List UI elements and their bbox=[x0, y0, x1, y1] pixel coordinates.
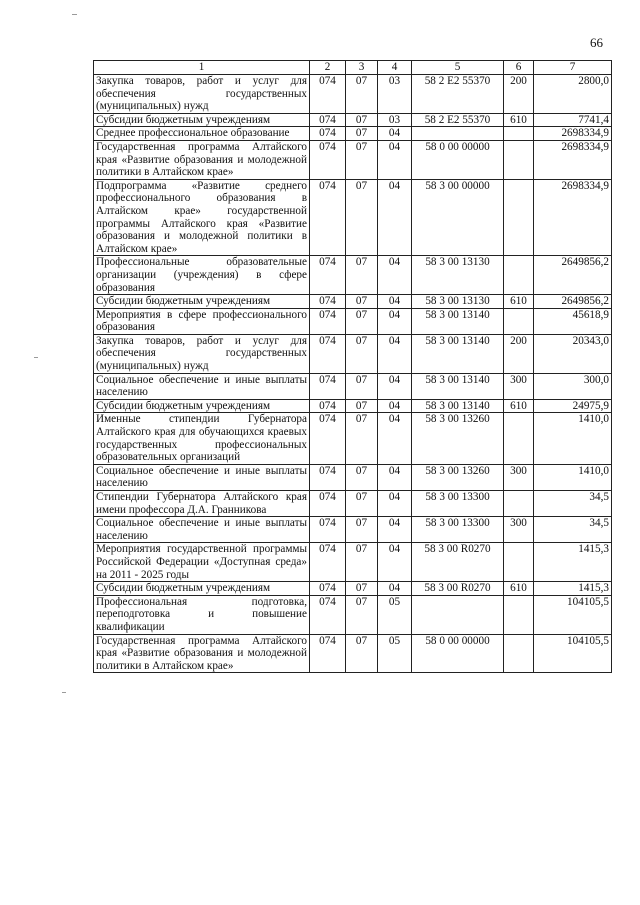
row-subsection-code: 05 bbox=[378, 595, 412, 634]
table-row bbox=[94, 582, 612, 596]
row-expense-type bbox=[504, 140, 534, 179]
row-expense-type bbox=[504, 543, 534, 582]
row-ministry-code: 074 bbox=[310, 127, 346, 141]
row-amount: 2698334,9 bbox=[534, 179, 612, 256]
page-number: 66 bbox=[590, 35, 603, 50]
table-row bbox=[94, 113, 612, 127]
row-target-code: 58 2 E2 55370 bbox=[412, 75, 504, 114]
row-ministry-code: 074 bbox=[310, 140, 346, 179]
row-ministry-code: 074 bbox=[310, 543, 346, 582]
row-name: Мероприятия в сфере профессионального образования bbox=[94, 308, 310, 334]
row-amount: 45618,9 bbox=[534, 308, 612, 334]
row-name: Подпрограмма «Развитие среднего профессионального образования в Алтайском крае» государственной программы Алтайского края «Развитие образования и молодежной политики в Алтайском крае» bbox=[94, 179, 310, 256]
row-target-code: 58 3 00 13260 bbox=[412, 413, 504, 464]
column-header: 7 bbox=[534, 61, 612, 75]
row-expense-type bbox=[504, 127, 534, 141]
row-ministry-code: 074 bbox=[310, 256, 346, 295]
row-ministry-code: 074 bbox=[310, 179, 346, 256]
table-row bbox=[94, 373, 612, 399]
row-section-code: 07 bbox=[346, 464, 378, 490]
scan-mark bbox=[34, 357, 38, 358]
row-name: Социальное обеспечение и иные выплаты населению bbox=[94, 464, 310, 490]
row-expense-type bbox=[504, 256, 534, 295]
row-target-code: 58 3 00 13140 bbox=[412, 373, 504, 399]
row-section-code: 07 bbox=[346, 127, 378, 141]
scan-mark bbox=[72, 14, 77, 15]
row-section-code: 07 bbox=[346, 517, 378, 543]
row-expense-type bbox=[504, 413, 534, 464]
row-target-code: 58 3 00 13300 bbox=[412, 491, 504, 517]
row-section-code: 07 bbox=[346, 295, 378, 309]
row-amount: 1415,3 bbox=[534, 543, 612, 582]
row-subsection-code: 04 bbox=[378, 464, 412, 490]
table-row bbox=[94, 140, 612, 179]
column-header: 3 bbox=[346, 61, 378, 75]
row-name: Профессиональная подготовка, переподготовка и повышение квалификации bbox=[94, 595, 310, 634]
row-amount: 2698334,9 bbox=[534, 127, 612, 141]
row-section-code: 07 bbox=[346, 543, 378, 582]
row-amount: 20343,0 bbox=[534, 334, 612, 373]
table-row bbox=[94, 413, 612, 464]
column-header: 2 bbox=[310, 61, 346, 75]
row-amount: 1410,0 bbox=[534, 413, 612, 464]
row-ministry-code: 074 bbox=[310, 113, 346, 127]
row-ministry-code: 074 bbox=[310, 464, 346, 490]
row-section-code: 07 bbox=[346, 75, 378, 114]
row-expense-type: 610 bbox=[504, 113, 534, 127]
row-ministry-code: 074 bbox=[310, 517, 346, 543]
row-name: Профессиональные образовательные организации (учреждения) в сфере образования bbox=[94, 256, 310, 295]
row-section-code: 07 bbox=[346, 256, 378, 295]
row-target-code: 58 3 00 13300 bbox=[412, 517, 504, 543]
row-target-code: 58 3 00 R0270 bbox=[412, 543, 504, 582]
row-name: Социальное обеспечение и иные выплаты населению bbox=[94, 373, 310, 399]
row-target-code bbox=[412, 595, 504, 634]
row-ministry-code: 074 bbox=[310, 582, 346, 596]
row-section-code: 07 bbox=[346, 399, 378, 413]
row-amount: 7741,4 bbox=[534, 113, 612, 127]
row-name: Социальное обеспечение и иные выплаты населению bbox=[94, 517, 310, 543]
row-amount: 104105,5 bbox=[534, 634, 612, 673]
row-target-code: 58 0 00 00000 bbox=[412, 634, 504, 673]
table-row bbox=[94, 517, 612, 543]
row-target-code bbox=[412, 127, 504, 141]
column-header: 5 bbox=[412, 61, 504, 75]
row-name: Государственная программа Алтайского края «Развитие образования и молодежной политики в Алтайском крае» bbox=[94, 634, 310, 673]
row-amount: 2698334,9 bbox=[534, 140, 612, 179]
row-target-code: 58 3 00 13140 bbox=[412, 399, 504, 413]
row-ministry-code: 074 bbox=[310, 373, 346, 399]
table-row bbox=[94, 179, 612, 256]
column-header: 6 bbox=[504, 61, 534, 75]
row-target-code: 58 3 00 13130 bbox=[412, 295, 504, 309]
row-target-code: 58 3 00 13140 bbox=[412, 334, 504, 373]
row-ministry-code: 074 bbox=[310, 399, 346, 413]
row-subsection-code: 04 bbox=[378, 334, 412, 373]
row-name: Закупка товаров, работ и услуг для обеспечения государственных (муниципальных) нужд bbox=[94, 75, 310, 114]
row-amount: 24975,9 bbox=[534, 399, 612, 413]
row-expense-type: 200 bbox=[504, 75, 534, 114]
row-subsection-code: 04 bbox=[378, 399, 412, 413]
row-subsection-code: 04 bbox=[378, 373, 412, 399]
row-expense-type: 300 bbox=[504, 373, 534, 399]
table-row bbox=[94, 399, 612, 413]
row-section-code: 07 bbox=[346, 373, 378, 399]
row-ministry-code: 074 bbox=[310, 413, 346, 464]
row-expense-type: 300 bbox=[504, 464, 534, 490]
row-target-code: 58 3 00 00000 bbox=[412, 179, 504, 256]
row-name: Субсидии бюджетным учреждениям bbox=[94, 582, 310, 596]
row-name: Мероприятия государственной программы Российской Федерации «Доступная среда» на 2011 - 2025 годы bbox=[94, 543, 310, 582]
row-expense-type bbox=[504, 308, 534, 334]
table-row bbox=[94, 295, 612, 309]
row-subsection-code: 04 bbox=[378, 140, 412, 179]
row-amount: 1415,3 bbox=[534, 582, 612, 596]
table-row bbox=[94, 75, 612, 114]
row-ministry-code: 074 bbox=[310, 308, 346, 334]
row-section-code: 07 bbox=[346, 595, 378, 634]
table-row bbox=[94, 464, 612, 490]
row-target-code: 58 2 E2 55370 bbox=[412, 113, 504, 127]
row-expense-type: 200 bbox=[504, 334, 534, 373]
row-amount: 300,0 bbox=[534, 373, 612, 399]
row-section-code: 07 bbox=[346, 334, 378, 373]
row-subsection-code: 03 bbox=[378, 113, 412, 127]
row-section-code: 07 bbox=[346, 491, 378, 517]
row-subsection-code: 03 bbox=[378, 75, 412, 114]
row-section-code: 07 bbox=[346, 413, 378, 464]
row-subsection-code: 04 bbox=[378, 295, 412, 309]
row-amount: 2649856,2 bbox=[534, 256, 612, 295]
row-expense-type: 610 bbox=[504, 582, 534, 596]
table-row bbox=[94, 491, 612, 517]
row-section-code: 07 bbox=[346, 179, 378, 256]
row-expense-type bbox=[504, 634, 534, 673]
header-row bbox=[94, 61, 612, 75]
row-section-code: 07 bbox=[346, 582, 378, 596]
row-section-code: 07 bbox=[346, 634, 378, 673]
row-section-code: 07 bbox=[346, 140, 378, 179]
row-expense-type bbox=[504, 595, 534, 634]
row-ministry-code: 074 bbox=[310, 334, 346, 373]
row-amount: 34,5 bbox=[534, 491, 612, 517]
row-subsection-code: 04 bbox=[378, 491, 412, 517]
row-subsection-code: 04 bbox=[378, 517, 412, 543]
row-subsection-code: 05 bbox=[378, 634, 412, 673]
row-expense-type bbox=[504, 179, 534, 256]
row-amount: 2649856,2 bbox=[534, 295, 612, 309]
row-target-code: 58 0 00 00000 bbox=[412, 140, 504, 179]
row-ministry-code: 074 bbox=[310, 295, 346, 309]
column-header: 1 bbox=[94, 61, 310, 75]
table-row bbox=[94, 127, 612, 141]
row-name: Именные стипендии Губернатора Алтайского края для обучающихся краевых государственных профессиональных образовательных организаций bbox=[94, 413, 310, 464]
table-row bbox=[94, 334, 612, 373]
row-name: Закупка товаров, работ и услуг для обеспечения государственных (муниципальных) нужд bbox=[94, 334, 310, 373]
row-amount: 2800,0 bbox=[534, 75, 612, 114]
row-subsection-code: 04 bbox=[378, 179, 412, 256]
row-name: Субсидии бюджетным учреждениям bbox=[94, 295, 310, 309]
row-amount: 104105,5 bbox=[534, 595, 612, 634]
row-subsection-code: 04 bbox=[378, 413, 412, 464]
row-ministry-code: 074 bbox=[310, 75, 346, 114]
row-section-code: 07 bbox=[346, 308, 378, 334]
row-subsection-code: 04 bbox=[378, 582, 412, 596]
row-section-code: 07 bbox=[346, 113, 378, 127]
row-subsection-code: 04 bbox=[378, 256, 412, 295]
row-target-code: 58 3 00 13260 bbox=[412, 464, 504, 490]
row-name: Государственная программа Алтайского края «Развитие образования и молодежной политики в Алтайском крае» bbox=[94, 140, 310, 179]
row-name: Стипендии Губернатора Алтайского края имени профессора Д.А. Гранникова bbox=[94, 491, 310, 517]
row-target-code: 58 3 00 R0270 bbox=[412, 582, 504, 596]
row-name: Субсидии бюджетным учреждениям bbox=[94, 113, 310, 127]
table-row bbox=[94, 634, 612, 673]
table-row bbox=[94, 256, 612, 295]
row-expense-type bbox=[504, 491, 534, 517]
row-expense-type: 610 bbox=[504, 295, 534, 309]
table-row bbox=[94, 595, 612, 634]
row-name: Среднее профессиональное образование bbox=[94, 127, 310, 141]
row-name: Субсидии бюджетным учреждениям bbox=[94, 399, 310, 413]
row-subsection-code: 04 bbox=[378, 127, 412, 141]
row-subsection-code: 04 bbox=[378, 543, 412, 582]
table-row bbox=[94, 308, 612, 334]
row-amount: 34,5 bbox=[534, 517, 612, 543]
row-amount: 1410,0 bbox=[534, 464, 612, 490]
row-expense-type: 610 bbox=[504, 399, 534, 413]
budget-table bbox=[93, 60, 612, 673]
row-target-code: 58 3 00 13140 bbox=[412, 308, 504, 334]
row-ministry-code: 074 bbox=[310, 595, 346, 634]
table-row bbox=[94, 543, 612, 582]
row-ministry-code: 074 bbox=[310, 491, 346, 517]
row-subsection-code: 04 bbox=[378, 308, 412, 334]
row-expense-type: 300 bbox=[504, 517, 534, 543]
column-header: 4 bbox=[378, 61, 412, 75]
row-ministry-code: 074 bbox=[310, 634, 346, 673]
row-target-code: 58 3 00 13130 bbox=[412, 256, 504, 295]
scan-mark bbox=[62, 692, 66, 693]
